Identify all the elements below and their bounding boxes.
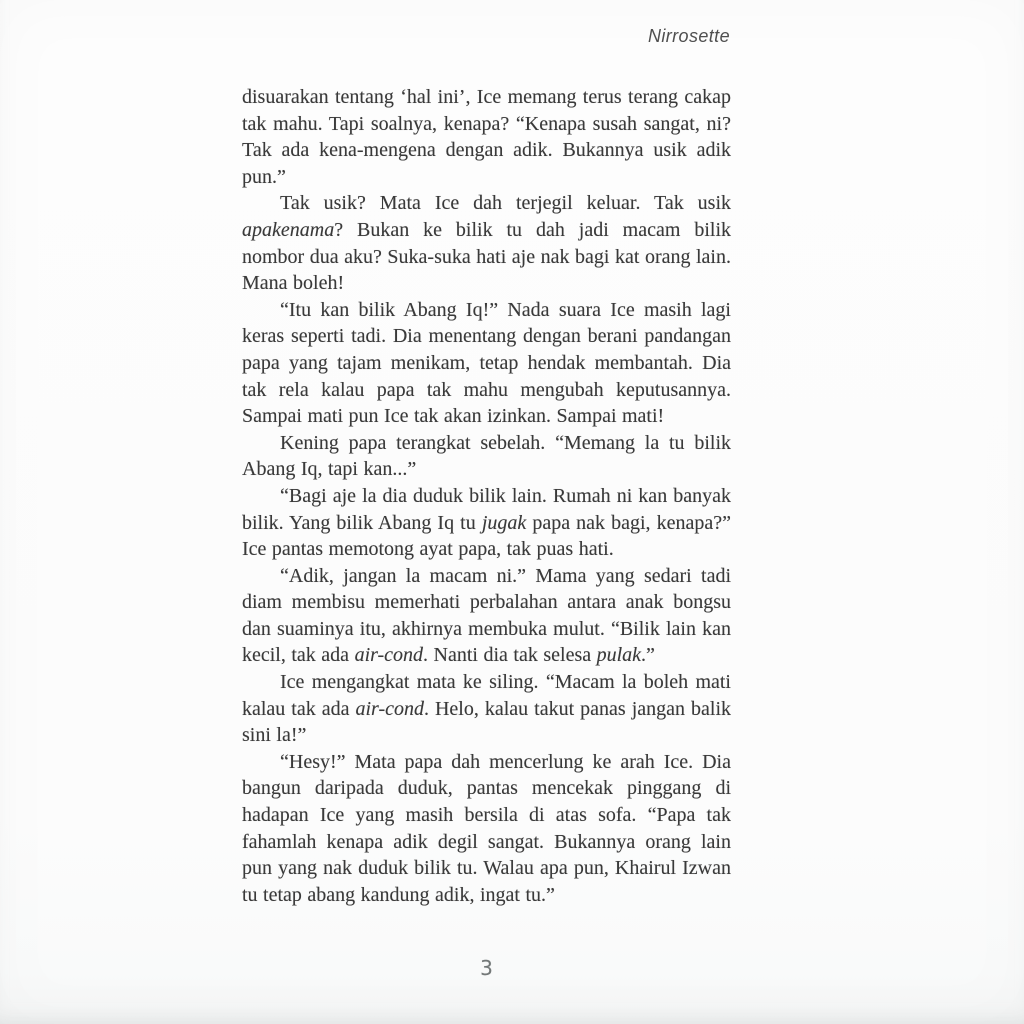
text-segment: jugak: [481, 511, 527, 534]
text-segment: pulak: [596, 644, 642, 667]
paragraph: [242, 190, 731, 296]
text-segment: . Nanti dia tak selesa: [423, 644, 597, 667]
page-number: 3: [480, 956, 493, 980]
text-segment: Kening papa terangkat sebelah. “Memang la tu bilik Abang Iq, tapi kan...”: [242, 431, 731, 481]
text-segment: ? Bukan ke bilik tu dah jadi macam bilik nombor dua aku? Suka-suka hati aje nak bagi kat orang lain. Mana boleh!: [242, 218, 731, 295]
text-segment: . Helo, kalau takut panas jangan balik sini la!”: [242, 697, 731, 747]
running-header: Nirrosette: [647, 26, 730, 46]
body-text: [242, 84, 731, 908]
text-segment: air-cond: [354, 644, 424, 667]
text-segment: papa nak bagi, kenapa?” Ice pantas memotong ayat papa, tak puas hati.: [242, 511, 731, 561]
paragraph: [242, 430, 731, 483]
paragraph: [242, 669, 731, 749]
text-segment: “Itu kan bilik Abang Iq!” Nada suara Ice masih lagi keras seperti tadi. Dia menentang dengan berani pandangan papa yang tajam menikam, tetap hendak membantah. Dia tak rela kalau papa tak mahu mengubah keputusannya. Sampai mati pun Ice tak akan izinkan. Sampai mati!: [242, 298, 731, 428]
text-segment: .”: [641, 644, 655, 667]
paragraph: [242, 563, 731, 669]
paragraph: [242, 84, 731, 190]
paragraph: [242, 749, 731, 909]
text-segment: apakenama: [242, 218, 335, 241]
text-segment: air-cond: [355, 697, 424, 720]
paragraph: [242, 483, 731, 563]
text-segment: Tak usik? Mata Ice dah terjegil keluar. Tak usik: [280, 192, 731, 215]
text-segment: “Hesy!” Mata papa dah mencerlung ke arah Ice. Dia bangun daripada duduk, pantas mencekak pinggang di hadapan Ice yang masih bersila di atas sofa. “Papa tak fahamlah kenapa adik degil sangat. Bukannya orang lain pun yang nak duduk bilik tu. Walau apa pun, Khairul Izwan tu tetap abang kandung adik, ingat tu.”: [242, 750, 731, 906]
text-segment: “Adik, jangan la macam ni.” Mama yang sedari tadi diam membisu memerhati perbalahan antara anak bongsu dan suaminya itu, akhirnya membuka mulut. “Bilik lain kan kecil, tak ada: [242, 564, 731, 667]
text-segment: Ice mengangkat mata ke siling. “Macam la boleh mati kalau tak ada: [242, 671, 731, 720]
text-segment: disuarakan tentang ‘hal ini’, Ice memang terus terang cakap tak mahu. Tapi soalnya, kenapa? “Kenapa susah sangat, ni? Tak ada kena-mengena dengan adik. Bukannya usik adik pun.”: [242, 86, 731, 188]
text-segment: “Bagi aje la dia duduk bilik lain. Rumah ni kan banyak bilik. Yang bilik Abang Iq tu: [242, 484, 731, 534]
paragraph: [242, 297, 731, 430]
